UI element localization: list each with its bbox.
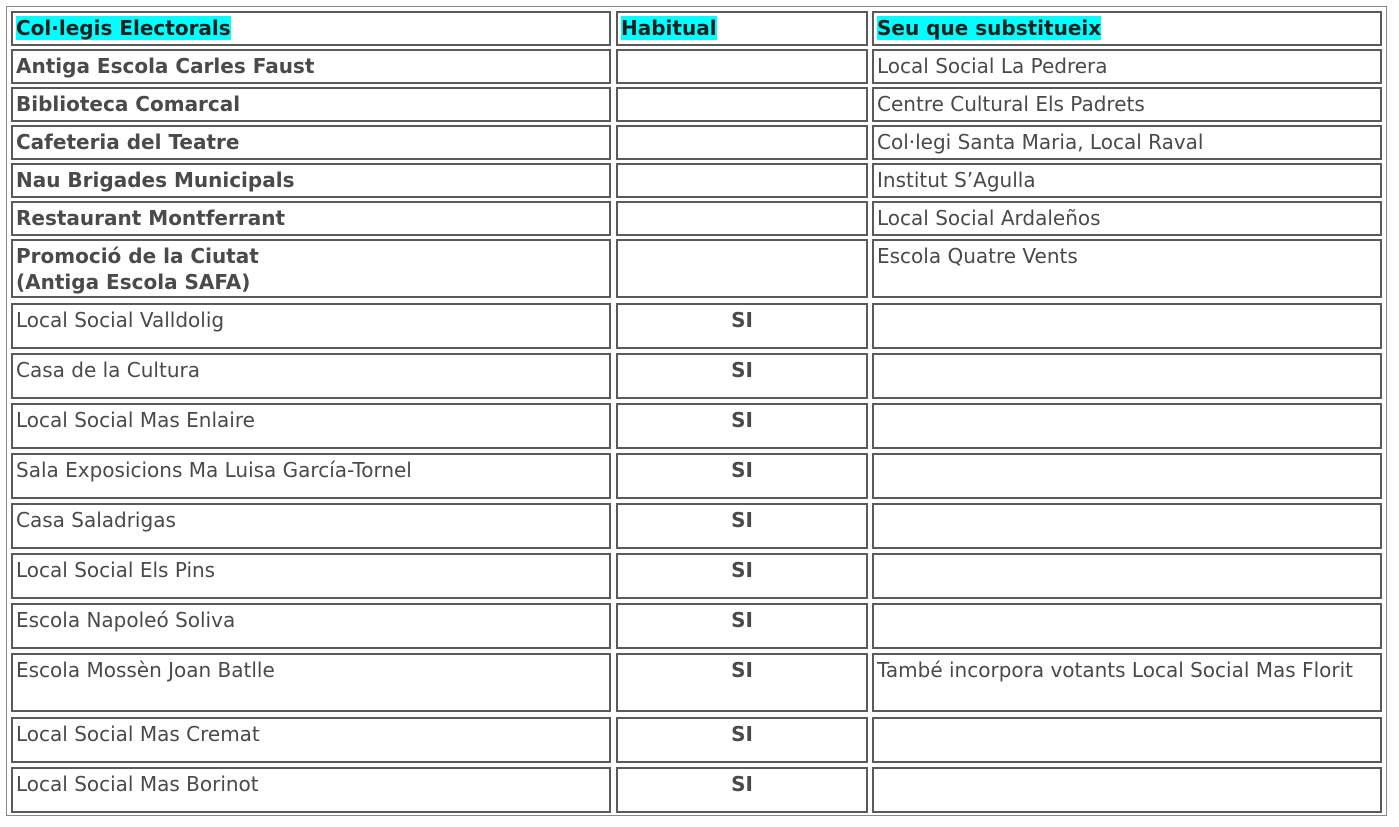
college-name: Local Social Els Pins (16, 558, 216, 582)
table-row-seu-cell (872, 239, 1382, 298)
habitual-value: SI (731, 408, 753, 432)
college-name: Casa de la Cultura (16, 358, 200, 382)
table-row-habitual-cell (616, 553, 868, 599)
college-name: Restaurant Montferrant (16, 206, 286, 230)
table-row-habitual-cell (616, 87, 868, 122)
habitual-value: SI (731, 308, 753, 332)
table-row-seu-cell (872, 653, 1382, 712)
seu-value: Local Social Ardaleños (877, 206, 1101, 230)
habitual-value: SI (731, 458, 753, 482)
header-habitual-label: Habitual (621, 16, 717, 40)
table-row-habitual-cell (616, 353, 868, 399)
seu-value: Institut S’Agulla (877, 168, 1036, 192)
table-row-name-cell (11, 125, 611, 160)
habitual-value: SI (731, 508, 753, 532)
table-row-name-cell (11, 553, 611, 599)
table-row-habitual-cell (616, 717, 868, 763)
seu-value: Local Social La Pedrera (877, 54, 1108, 78)
table-row-seu-cell (872, 503, 1382, 549)
table-row-seu-cell (872, 163, 1382, 198)
table-row-name-cell (11, 201, 611, 236)
table-row-name-cell (11, 503, 611, 549)
table-row-name-cell (11, 239, 611, 298)
header-colleges-label: Col·legis Electorals (16, 16, 231, 40)
table-row-habitual-cell (616, 453, 868, 499)
table-row-habitual-cell (616, 303, 868, 349)
seu-value: Centre Cultural Els Padrets (877, 92, 1145, 116)
table-row-habitual-cell (616, 125, 868, 160)
college-name: Local Social Mas Enlaire (16, 408, 255, 432)
header-seu (872, 11, 1382, 46)
table-row-seu-cell (872, 553, 1382, 599)
table-row-seu-cell (872, 403, 1382, 449)
habitual-value: SI (731, 658, 753, 682)
table-row-seu-cell (872, 201, 1382, 236)
table-row-name-cell (11, 303, 611, 349)
table-row-name-cell (11, 453, 611, 499)
college-name: Cafeteria del Teatre (16, 130, 240, 154)
table-row-name-cell (11, 87, 611, 122)
habitual-value: SI (731, 722, 753, 746)
college-name: Escola Mossèn Joan Batlle (16, 658, 275, 682)
table-row-name-cell (11, 653, 611, 712)
college-name: Nau Brigades Municipals (16, 168, 295, 192)
college-name: Sala Exposicions Ma Luisa García-Tornel (16, 458, 412, 482)
college-name: Antiga Escola Carles Faust (16, 54, 315, 78)
table-row-name-cell (11, 353, 611, 399)
table-row-habitual-cell (616, 767, 868, 813)
table-row-habitual-cell (616, 201, 868, 236)
header-colleges (11, 11, 611, 46)
seu-value: També incorpora votants Local Social Mas Florit (877, 658, 1353, 682)
table-row-habitual-cell (616, 239, 868, 298)
seu-value: Escola Quatre Vents (877, 244, 1078, 268)
table-row-seu-cell (872, 125, 1382, 160)
table-row-name-cell (11, 717, 611, 763)
table-row-seu-cell (872, 353, 1382, 399)
college-name: Escola Napoleó Soliva (16, 608, 236, 632)
table-row-seu-cell (872, 603, 1382, 649)
table-row-name-cell (11, 49, 611, 84)
table-frame (6, 6, 1387, 816)
college-name: Casa Saladrigas (16, 508, 176, 532)
table-row-name-cell (11, 767, 611, 813)
table-row-name-cell (11, 163, 611, 198)
college-name: Biblioteca Comarcal (16, 92, 241, 116)
table-row-seu-cell (872, 767, 1382, 813)
table-row-seu-cell (872, 49, 1382, 84)
header-habitual (616, 11, 868, 46)
table-row-habitual-cell (616, 163, 868, 198)
college-name: Local Social Mas Borinot (16, 772, 259, 796)
college-name: Local Social Mas Cremat (16, 722, 260, 746)
habitual-value: SI (731, 558, 753, 582)
table-row-seu-cell (872, 717, 1382, 763)
college-name-line2: (Antiga Escola SAFA) (16, 270, 251, 294)
header-seu-label: Seu que substitueix (877, 16, 1102, 40)
habitual-value: SI (731, 608, 753, 632)
seu-value: Col·legi Santa Maria, Local Raval (877, 130, 1204, 154)
table-row-habitual-cell (616, 49, 868, 84)
college-name-line1: Promoció de la Ciutat (16, 244, 259, 268)
table-row-habitual-cell (616, 403, 868, 449)
table-row-name-cell (11, 403, 611, 449)
college-name: Local Social Valldolig (16, 308, 225, 332)
table-row-habitual-cell (616, 653, 868, 712)
table-row-seu-cell (872, 453, 1382, 499)
table-row-name-cell (11, 603, 611, 649)
table-row-habitual-cell (616, 503, 868, 549)
table-row-habitual-cell (616, 603, 868, 649)
table-row-seu-cell (872, 303, 1382, 349)
table-row-seu-cell (872, 87, 1382, 122)
habitual-value: SI (731, 358, 753, 382)
habitual-value: SI (731, 772, 753, 796)
